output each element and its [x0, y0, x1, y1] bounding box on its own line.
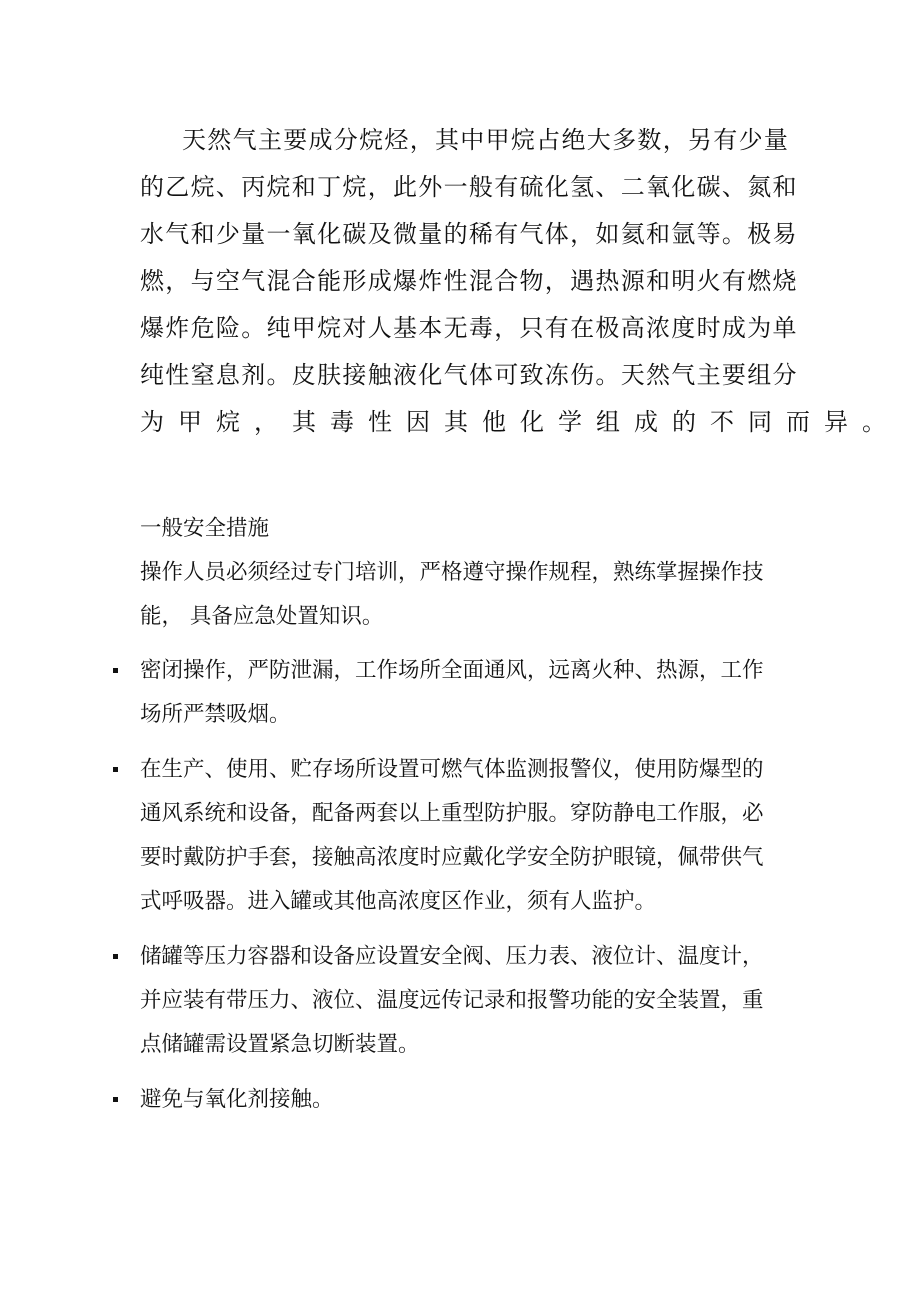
square-bullet-icon: [113, 954, 118, 959]
list-item: [140, 649, 780, 737]
intro-line: 的乙烷、丙烷和丁烷，此外一般有硫化氢、二氧化碳、氮和: [140, 173, 798, 201]
intro-line: 爆炸危险。纯甲烷对人基本无毒，只有在极高浓度时成为单: [140, 314, 798, 342]
intro-line: 水气和少量一氧化碳及微量的稀有气体，如氦和氩等。极易: [140, 220, 798, 248]
list-item: [140, 1078, 780, 1122]
list-item-text: 避免与氧化剂接触。: [140, 1087, 334, 1112]
section-heading: 一般安全措施: [140, 516, 270, 541]
list-item-text: 密闭操作，严防泄漏，工作场所全面通风，远离火种、热源，工作场所严禁吸烟。: [140, 658, 764, 727]
intro-paragraph: [140, 117, 900, 446]
square-bullet-icon: [113, 767, 118, 772]
list-item-text: 储罐等压力容器和设备应设置安全阀、压力表、液位计、温度计，并应装有带压力、液位、温度远传记录和报警功能的安全装置，重点储罐需设置紧急切断装置。: [140, 944, 764, 1057]
section-paragraph: 操作人员必须经过专门培训，严格遵守操作规程，熟练掌握操作技能， 具备应急处置知识。: [140, 560, 764, 629]
safety-measures-list: [140, 649, 780, 1122]
intro-line: 燃，与空气混合能形成爆炸性混合物，遇热源和明火有燃烧: [140, 267, 798, 295]
intro-line: 为甲烷，其毒性因其他化学组成的不同而异。: [140, 408, 900, 436]
intro-line: 天然气主要成分烷烃，其中甲烷占绝大多数，另有少量: [182, 126, 790, 154]
intro-line: 纯性窒息剂。皮肤接触液化气体可致冻伤。天然气主要组分: [140, 361, 798, 389]
list-item: [140, 748, 780, 924]
square-bullet-icon: [113, 1097, 118, 1102]
square-bullet-icon: [113, 668, 118, 673]
safety-section: [140, 507, 780, 1133]
list-item: [140, 935, 780, 1067]
list-item-text: 在生产、使用、贮存场所设置可燃气体监测报警仪，使用防爆型的通风系统和设备，配备两套以上重型防护服。穿防静电工作服，必要时戴防护手套，接触高浓度时应戴化学安全防护眼镜，佩带供气式呼吸器。进入罐或其他高浓度区作业，须有人监护。: [140, 757, 764, 914]
